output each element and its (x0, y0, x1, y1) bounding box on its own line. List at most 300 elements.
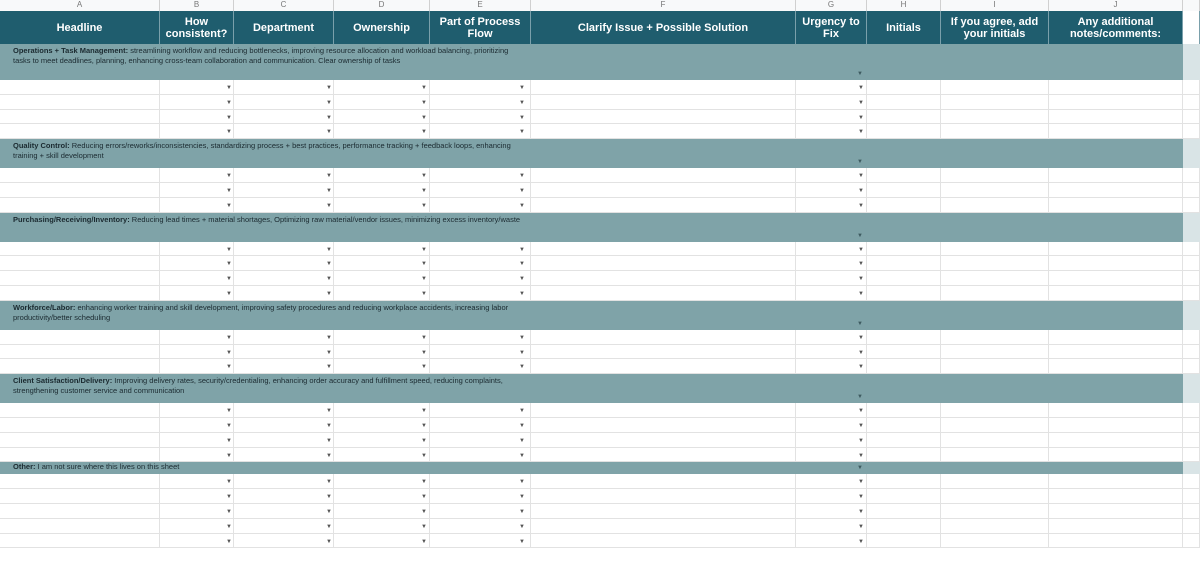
table-cell[interactable] (430, 345, 531, 359)
chevron-down-icon[interactable]: ▼ (858, 523, 864, 530)
chevron-down-icon[interactable]: ▼ (421, 188, 427, 194)
table-cell[interactable] (867, 345, 941, 359)
table-cell[interactable] (160, 489, 234, 503)
column-letter[interactable]: G (796, 0, 867, 11)
table-cell[interactable] (0, 359, 160, 373)
table-cell[interactable] (531, 110, 796, 124)
table-cell[interactable] (867, 256, 941, 270)
table-cell[interactable] (941, 168, 1049, 182)
table-cell[interactable] (1049, 286, 1183, 300)
table-cell[interactable] (430, 168, 531, 182)
header-cell[interactable]: Headline (0, 11, 160, 44)
section-row[interactable] (0, 462, 1200, 474)
table-cell[interactable] (1183, 330, 1200, 344)
chevron-down-icon[interactable]: ▼ (858, 114, 864, 121)
table-cell[interactable] (430, 359, 531, 373)
chevron-down-icon[interactable]: ▼ (421, 114, 427, 121)
table-cell[interactable] (867, 433, 941, 447)
chevron-down-icon[interactable]: ▼ (857, 71, 863, 77)
table-cell[interactable] (234, 256, 334, 270)
chevron-down-icon[interactable]: ▼ (519, 261, 525, 268)
table-cell[interactable] (941, 330, 1049, 344)
table-cell[interactable] (0, 489, 160, 503)
chevron-down-icon[interactable]: ▼ (519, 494, 525, 501)
chevron-down-icon[interactable]: ▼ (858, 202, 864, 209)
chevron-down-icon[interactable]: ▼ (326, 437, 332, 444)
table-cell[interactable] (941, 403, 1049, 417)
table-cell[interactable] (234, 286, 334, 300)
table-cell[interactable] (531, 256, 796, 270)
table-cell[interactable] (531, 168, 796, 182)
table-cell[interactable] (941, 474, 1049, 488)
table-cell[interactable] (234, 433, 334, 447)
table-cell[interactable] (1049, 403, 1183, 417)
table-cell[interactable] (1049, 242, 1183, 256)
table-cell[interactable] (430, 489, 531, 503)
table-cell[interactable] (1049, 489, 1183, 503)
table-cell[interactable] (1183, 80, 1200, 94)
chevron-down-icon[interactable]: ▼ (857, 394, 863, 401)
table-cell[interactable] (334, 448, 430, 462)
chevron-down-icon[interactable]: ▼ (857, 159, 863, 166)
table-cell[interactable] (867, 286, 941, 300)
table-cell[interactable] (867, 489, 941, 503)
table-cell[interactable] (941, 80, 1049, 94)
table-cell[interactable] (0, 80, 160, 94)
table-cell[interactable] (160, 198, 234, 212)
chevron-down-icon[interactable]: ▼ (519, 99, 525, 106)
table-cell[interactable] (0, 433, 160, 447)
table-cell[interactable] (334, 403, 430, 417)
chevron-down-icon[interactable]: ▼ (421, 334, 427, 341)
chevron-down-icon[interactable]: ▼ (858, 452, 864, 459)
table-cell[interactable] (941, 242, 1049, 256)
chevron-down-icon[interactable]: ▼ (326, 479, 332, 486)
chevron-down-icon[interactable]: ▼ (226, 364, 232, 371)
table-cell[interactable] (1049, 504, 1183, 518)
table-cell[interactable] (941, 183, 1049, 197)
chevron-down-icon[interactable]: ▼ (519, 423, 525, 429)
table-cell[interactable] (867, 403, 941, 417)
chevron-down-icon[interactable]: ▼ (858, 437, 864, 444)
table-cell[interactable] (1183, 534, 1200, 548)
chevron-down-icon[interactable]: ▼ (326, 188, 332, 194)
table-cell[interactable] (796, 80, 867, 94)
table-cell[interactable] (867, 519, 941, 533)
table-cell[interactable] (334, 418, 430, 432)
column-letter[interactable]: I (941, 0, 1049, 11)
chevron-down-icon[interactable]: ▼ (226, 479, 232, 486)
table-cell[interactable] (430, 242, 531, 256)
table-cell[interactable] (531, 359, 796, 373)
table-cell[interactable] (334, 504, 430, 518)
chevron-down-icon[interactable]: ▼ (226, 523, 232, 530)
chevron-down-icon[interactable]: ▼ (421, 85, 427, 91)
table-cell[interactable] (334, 256, 430, 270)
chevron-down-icon[interactable]: ▼ (326, 173, 332, 180)
chevron-down-icon[interactable]: ▼ (858, 173, 864, 180)
chevron-down-icon[interactable]: ▼ (326, 523, 332, 530)
chevron-down-icon[interactable]: ▼ (226, 291, 232, 297)
table-cell[interactable] (941, 433, 1049, 447)
table-cell[interactable] (160, 359, 234, 373)
table-cell[interactable] (796, 110, 867, 124)
chevron-down-icon[interactable]: ▼ (519, 202, 525, 209)
table-cell[interactable] (1049, 519, 1183, 533)
chevron-down-icon[interactable]: ▼ (421, 261, 427, 268)
chevron-down-icon[interactable]: ▼ (226, 509, 232, 515)
chevron-down-icon[interactable]: ▼ (226, 114, 232, 121)
table-cell[interactable] (430, 519, 531, 533)
table-cell[interactable] (867, 330, 941, 344)
chevron-down-icon[interactable]: ▼ (326, 494, 332, 501)
table-cell[interactable] (334, 198, 430, 212)
table-cell[interactable] (160, 124, 234, 138)
table-cell[interactable] (430, 110, 531, 124)
table-cell[interactable] (1183, 359, 1200, 373)
table-cell[interactable] (796, 345, 867, 359)
table-cell[interactable] (796, 168, 867, 182)
chevron-down-icon[interactable]: ▼ (519, 408, 525, 415)
table-cell[interactable] (1183, 418, 1200, 432)
table-cell[interactable] (0, 448, 160, 462)
table-cell[interactable] (334, 242, 430, 256)
section-row[interactable] (0, 139, 1200, 168)
table-cell[interactable] (531, 183, 796, 197)
table-cell[interactable] (941, 95, 1049, 109)
chevron-down-icon[interactable]: ▼ (326, 129, 332, 136)
table-cell[interactable] (234, 448, 334, 462)
table-cell[interactable] (941, 256, 1049, 270)
table-cell[interactable] (1183, 110, 1200, 124)
table-cell[interactable] (1183, 168, 1200, 182)
table-cell[interactable] (941, 534, 1049, 548)
table-cell[interactable] (234, 271, 334, 285)
chevron-down-icon[interactable]: ▼ (519, 276, 525, 283)
section-row[interactable] (0, 213, 1200, 242)
column-letter[interactable]: E (430, 0, 531, 11)
chevron-down-icon[interactable]: ▼ (226, 261, 232, 268)
chevron-down-icon[interactable]: ▼ (421, 364, 427, 371)
column-letter[interactable]: A (0, 0, 160, 11)
table-cell[interactable] (941, 124, 1049, 138)
chevron-down-icon[interactable]: ▼ (519, 437, 525, 444)
chevron-down-icon[interactable]: ▼ (226, 202, 232, 209)
chevron-down-icon[interactable]: ▼ (858, 509, 864, 515)
chevron-down-icon[interactable]: ▼ (421, 202, 427, 209)
table-cell[interactable] (334, 489, 430, 503)
chevron-down-icon[interactable]: ▼ (326, 452, 332, 459)
table-cell[interactable] (334, 330, 430, 344)
table-cell[interactable] (941, 448, 1049, 462)
table-cell[interactable] (234, 80, 334, 94)
table-cell[interactable] (796, 286, 867, 300)
table-cell[interactable] (796, 418, 867, 432)
table-cell[interactable] (867, 198, 941, 212)
chevron-down-icon[interactable]: ▼ (226, 437, 232, 444)
table-cell[interactable] (867, 504, 941, 518)
table-cell[interactable] (796, 271, 867, 285)
chevron-down-icon[interactable]: ▼ (858, 291, 864, 297)
column-letter[interactable]: F (531, 0, 796, 11)
table-cell[interactable] (334, 534, 430, 548)
table-cell[interactable] (1183, 124, 1200, 138)
chevron-down-icon[interactable]: ▼ (858, 538, 864, 545)
table-cell[interactable] (531, 403, 796, 417)
chevron-down-icon[interactable]: ▼ (421, 408, 427, 415)
chevron-down-icon[interactable]: ▼ (519, 129, 525, 136)
table-cell[interactable] (334, 110, 430, 124)
table-cell[interactable] (941, 418, 1049, 432)
table-cell[interactable] (867, 474, 941, 488)
table-cell[interactable] (1049, 168, 1183, 182)
table-cell[interactable] (1049, 534, 1183, 548)
table-cell[interactable] (234, 242, 334, 256)
table-cell[interactable] (1183, 448, 1200, 462)
table-cell[interactable] (796, 359, 867, 373)
column-letter[interactable]: B (160, 0, 234, 11)
table-cell[interactable] (531, 286, 796, 300)
table-cell[interactable] (160, 271, 234, 285)
table-cell[interactable] (430, 256, 531, 270)
table-cell[interactable] (1183, 242, 1200, 256)
table-cell[interactable] (430, 448, 531, 462)
table-cell[interactable] (430, 403, 531, 417)
chevron-down-icon[interactable]: ▼ (421, 437, 427, 444)
chevron-down-icon[interactable]: ▼ (519, 452, 525, 459)
table-cell[interactable] (796, 519, 867, 533)
table-cell[interactable] (1049, 198, 1183, 212)
chevron-down-icon[interactable]: ▼ (326, 85, 332, 91)
table-cell[interactable] (160, 448, 234, 462)
table-cell[interactable] (941, 198, 1049, 212)
chevron-down-icon[interactable]: ▼ (226, 129, 232, 136)
column-letter[interactable]: C (234, 0, 334, 11)
table-cell[interactable] (430, 271, 531, 285)
section-row[interactable] (0, 44, 1200, 80)
table-cell[interactable] (796, 504, 867, 518)
table-cell[interactable] (1049, 95, 1183, 109)
table-cell[interactable] (430, 95, 531, 109)
table-cell[interactable] (1049, 330, 1183, 344)
table-cell[interactable] (0, 183, 160, 197)
chevron-down-icon[interactable]: ▼ (326, 261, 332, 268)
table-cell[interactable] (531, 534, 796, 548)
table-cell[interactable] (160, 403, 234, 417)
chevron-down-icon[interactable]: ▼ (858, 479, 864, 486)
table-cell[interactable] (234, 110, 334, 124)
chevron-down-icon[interactable]: ▼ (226, 173, 232, 180)
chevron-down-icon[interactable]: ▼ (421, 479, 427, 486)
table-cell[interactable] (234, 474, 334, 488)
table-cell[interactable] (867, 359, 941, 373)
header-cell[interactable] (1183, 11, 1200, 44)
chevron-down-icon[interactable]: ▼ (226, 423, 232, 429)
table-cell[interactable] (430, 286, 531, 300)
table-cell[interactable] (234, 345, 334, 359)
chevron-down-icon[interactable]: ▼ (519, 364, 525, 371)
header-cell[interactable]: Clarify Issue + Possible Solution (531, 11, 796, 44)
chevron-down-icon[interactable]: ▼ (421, 129, 427, 136)
table-cell[interactable] (867, 124, 941, 138)
table-cell[interactable] (1049, 110, 1183, 124)
chevron-down-icon[interactable]: ▼ (421, 276, 427, 283)
chevron-down-icon[interactable]: ▼ (326, 334, 332, 341)
table-cell[interactable] (1183, 504, 1200, 518)
table-cell[interactable] (531, 198, 796, 212)
table-cell[interactable] (234, 198, 334, 212)
table-cell[interactable] (1183, 256, 1200, 270)
header-cell[interactable]: Initials (867, 11, 941, 44)
chevron-down-icon[interactable]: ▼ (421, 509, 427, 515)
table-cell[interactable] (796, 256, 867, 270)
chevron-down-icon[interactable]: ▼ (226, 276, 232, 283)
table-cell[interactable] (334, 345, 430, 359)
table-cell[interactable] (160, 242, 234, 256)
chevron-down-icon[interactable]: ▼ (421, 494, 427, 501)
chevron-down-icon[interactable]: ▼ (226, 246, 232, 253)
table-cell[interactable] (234, 124, 334, 138)
chevron-down-icon[interactable]: ▼ (519, 291, 525, 297)
chevron-down-icon[interactable]: ▼ (326, 509, 332, 515)
header-cell[interactable]: Department (234, 11, 334, 44)
table-cell[interactable] (531, 418, 796, 432)
table-cell[interactable] (160, 95, 234, 109)
chevron-down-icon[interactable]: ▼ (326, 202, 332, 209)
table-cell[interactable] (0, 124, 160, 138)
table-cell[interactable] (531, 95, 796, 109)
table-cell[interactable] (334, 80, 430, 94)
table-cell[interactable] (0, 271, 160, 285)
table-cell[interactable] (1049, 474, 1183, 488)
table-cell[interactable] (430, 124, 531, 138)
header-cell[interactable]: How consistent? (160, 11, 234, 44)
table-cell[interactable] (160, 168, 234, 182)
table-cell[interactable] (430, 330, 531, 344)
table-cell[interactable] (1183, 433, 1200, 447)
table-cell[interactable] (334, 433, 430, 447)
chevron-down-icon[interactable]: ▼ (226, 85, 232, 91)
table-cell[interactable] (0, 168, 160, 182)
table-cell[interactable] (1183, 286, 1200, 300)
chevron-down-icon[interactable]: ▼ (858, 276, 864, 283)
table-cell[interactable] (1049, 433, 1183, 447)
chevron-down-icon[interactable]: ▼ (226, 452, 232, 459)
table-cell[interactable] (941, 504, 1049, 518)
table-cell[interactable] (430, 80, 531, 94)
table-cell[interactable] (531, 433, 796, 447)
table-cell[interactable] (0, 474, 160, 488)
table-cell[interactable] (0, 242, 160, 256)
table-cell[interactable] (1183, 489, 1200, 503)
table-cell[interactable] (160, 519, 234, 533)
table-cell[interactable] (1049, 256, 1183, 270)
table-cell[interactable] (1183, 95, 1200, 109)
table-cell[interactable] (234, 168, 334, 182)
table-cell[interactable] (160, 534, 234, 548)
table-cell[interactable] (1183, 519, 1200, 533)
table-cell[interactable] (334, 359, 430, 373)
chevron-down-icon[interactable]: ▼ (519, 479, 525, 486)
chevron-down-icon[interactable]: ▼ (226, 188, 232, 194)
table-cell[interactable] (430, 534, 531, 548)
table-cell[interactable] (0, 256, 160, 270)
chevron-down-icon[interactable]: ▼ (421, 173, 427, 180)
chevron-down-icon[interactable]: ▼ (326, 291, 332, 297)
table-cell[interactable] (0, 403, 160, 417)
table-cell[interactable] (0, 110, 160, 124)
table-cell[interactable] (0, 418, 160, 432)
table-cell[interactable] (796, 489, 867, 503)
chevron-down-icon[interactable]: ▼ (326, 246, 332, 253)
chevron-down-icon[interactable]: ▼ (421, 423, 427, 429)
table-cell[interactable] (796, 95, 867, 109)
table-cell[interactable] (160, 504, 234, 518)
table-cell[interactable] (0, 286, 160, 300)
table-cell[interactable] (234, 519, 334, 533)
table-cell[interactable] (531, 80, 796, 94)
table-cell[interactable] (234, 183, 334, 197)
table-cell[interactable] (867, 183, 941, 197)
table-cell[interactable] (234, 418, 334, 432)
table-cell[interactable] (234, 489, 334, 503)
table-cell[interactable] (941, 359, 1049, 373)
chevron-down-icon[interactable]: ▼ (519, 334, 525, 341)
table-cell[interactable] (234, 504, 334, 518)
chevron-down-icon[interactable]: ▼ (326, 99, 332, 106)
table-cell[interactable] (867, 448, 941, 462)
chevron-down-icon[interactable]: ▼ (858, 408, 864, 415)
table-cell[interactable] (531, 474, 796, 488)
chevron-down-icon[interactable]: ▼ (857, 320, 863, 327)
chevron-down-icon[interactable]: ▼ (858, 334, 864, 341)
table-cell[interactable] (867, 418, 941, 432)
chevron-down-icon[interactable]: ▼ (858, 261, 864, 268)
table-cell[interactable] (234, 330, 334, 344)
chevron-down-icon[interactable]: ▼ (858, 99, 864, 106)
table-cell[interactable] (234, 534, 334, 548)
table-cell[interactable] (1049, 124, 1183, 138)
table-cell[interactable] (867, 110, 941, 124)
chevron-down-icon[interactable]: ▼ (519, 114, 525, 121)
header-cell[interactable]: Urgency to Fix (796, 11, 867, 44)
chevron-down-icon[interactable]: ▼ (326, 423, 332, 429)
table-cell[interactable] (234, 403, 334, 417)
table-cell[interactable] (430, 183, 531, 197)
table-cell[interactable] (334, 183, 430, 197)
table-cell[interactable] (160, 110, 234, 124)
chevron-down-icon[interactable]: ▼ (519, 349, 525, 356)
chevron-down-icon[interactable]: ▼ (326, 538, 332, 545)
table-cell[interactable] (0, 534, 160, 548)
table-cell[interactable] (334, 519, 430, 533)
section-row[interactable] (0, 301, 1200, 330)
chevron-down-icon[interactable]: ▼ (421, 99, 427, 106)
table-cell[interactable] (0, 345, 160, 359)
header-cell[interactable]: Ownership (334, 11, 430, 44)
table-cell[interactable] (160, 256, 234, 270)
chevron-down-icon[interactable]: ▼ (519, 523, 525, 530)
chevron-down-icon[interactable]: ▼ (519, 509, 525, 515)
table-cell[interactable] (430, 418, 531, 432)
table-cell[interactable] (234, 359, 334, 373)
table-cell[interactable] (1049, 359, 1183, 373)
table-cell[interactable] (160, 345, 234, 359)
chevron-down-icon[interactable]: ▼ (858, 188, 864, 194)
table-cell[interactable] (1183, 271, 1200, 285)
table-cell[interactable] (1183, 474, 1200, 488)
table-cell[interactable] (430, 504, 531, 518)
